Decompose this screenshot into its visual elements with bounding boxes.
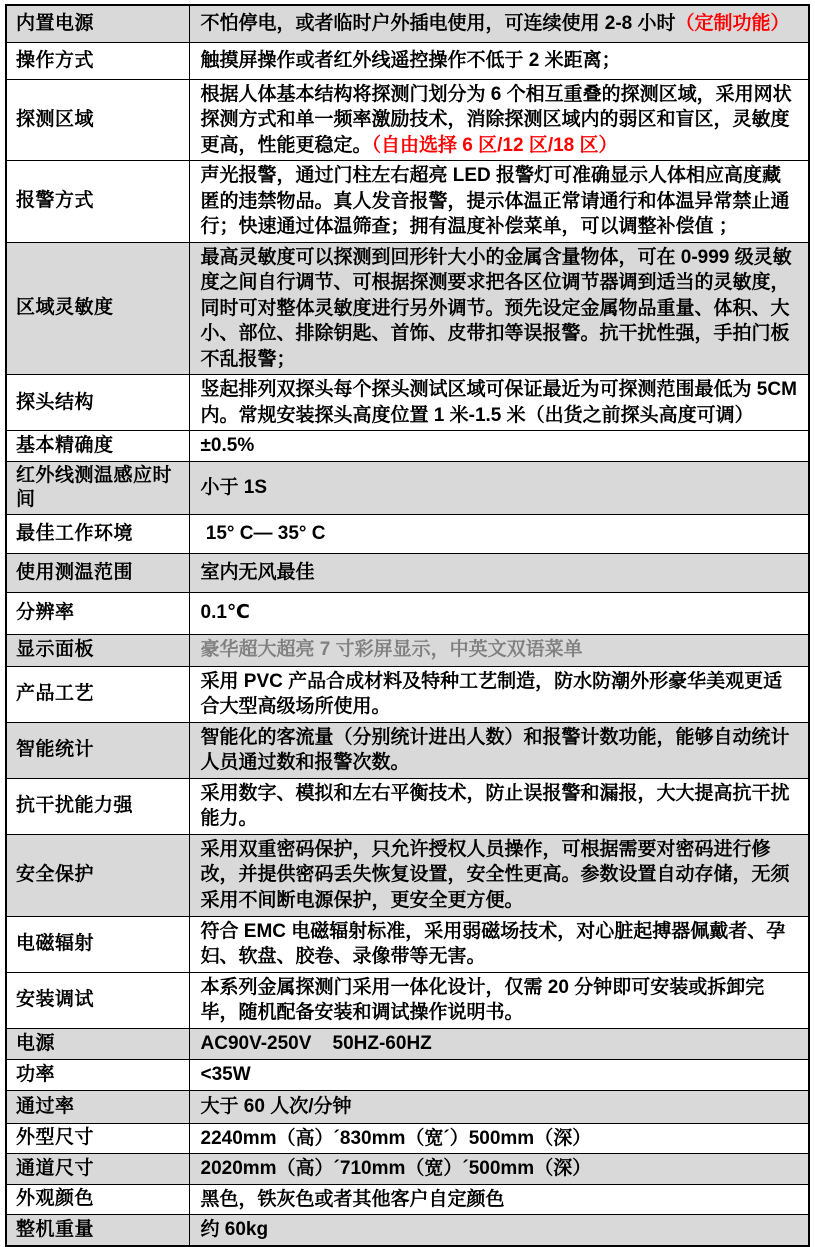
spec-label: 红外线测温感应时间: [6, 461, 189, 514]
table-row: [6, 5, 809, 42]
spec-value-text: 采用 PVC 产品合成材料及特种工艺制造，防水防潮外形豪华美观更适合大型高级场所使用。: [200, 670, 783, 717]
table-row: [6, 916, 809, 972]
spec-label: 外观颜色: [6, 1184, 189, 1215]
spec-value: [189, 916, 809, 972]
table-row: [6, 1028, 809, 1059]
spec-label: 基本精确度: [6, 431, 189, 462]
spec-label: 通过率: [6, 1090, 189, 1123]
spec-label: 探测区域: [6, 79, 189, 161]
spec-value-text: 2020mm（高）´710mm（宽）´500mm（深）: [200, 1158, 592, 1179]
spec-label: 使用测温范围: [6, 553, 189, 592]
spec-value: [189, 1059, 809, 1090]
spec-value-text: 不怕停电，或者临时户外插电使用，可连续使用 2-8 小时: [200, 13, 676, 34]
spec-value: [189, 1215, 809, 1246]
spec-value-text: 小于 1S: [200, 476, 268, 498]
spec-value: [189, 1154, 809, 1185]
table-row: [6, 431, 809, 462]
table-row: [6, 972, 809, 1028]
spec-value: [189, 834, 809, 916]
spec-value-text: 0.1℃: [200, 602, 250, 624]
spec-value-text: 根据人体基本结构将探测门划分为 6 个相互重叠的探测区域，采用网状探测方式和单一频率激励技术，消除探测区域内的弱区和盲区，灵敏度更高，性能更稳定。: [200, 83, 792, 156]
table-row: [6, 42, 809, 79]
spec-label: 操作方式: [6, 42, 189, 79]
spec-label: 内置电源: [6, 5, 189, 42]
spec-value-text: 黑色，铁灰色或者其他客户自定颜色: [200, 1188, 505, 1210]
spec-value-text: 采用双重密码保护，只允许授权人员操作，可根据需要对密码进行修改，并提供密码丢失恢复设置，安全性更高。参数设置自动存储，无须采用不间断电源保护，更安全更方便。: [200, 838, 790, 911]
spec-value: [189, 1090, 809, 1123]
spec-label: 智能统计: [6, 722, 189, 778]
spec-value: [189, 1028, 809, 1059]
spec-value-text: 竖起排列双探头每个探头测试区域可保证最近为可探测范围最低为 5CM 内。常规安装探头高度位置 1 米-1.5 米（出货之前探头高度可调）: [200, 379, 803, 426]
table-row: [6, 1059, 809, 1090]
spec-value-text: 2240mm（高）´830mm（宽´）500mm（深）: [200, 1127, 592, 1149]
spec-value: [189, 161, 809, 243]
spec-value: [189, 1184, 809, 1215]
spec-value: [189, 79, 809, 161]
spec-value-text: 采用数字、模拟和左右平衡技术，防止误报警和漏报，大大提高抗干扰能力。: [200, 782, 790, 829]
spec-label: 区域灵敏度: [6, 242, 189, 375]
spec-value: [189, 634, 809, 666]
spec-label: 电磁辐射: [6, 916, 189, 972]
spec-value-text: 豪华超大超亮 7 寸彩屏显示，中英文双语菜单: [200, 639, 583, 661]
spec-label: 抗干扰能力强: [6, 778, 189, 834]
spec-label: 报警方式: [6, 161, 189, 243]
table-row: [6, 79, 809, 161]
spec-value-text: 符合 EMC 电磁辐射标准，采用弱磁场技术，对心脏起搏器佩戴者、孕妇、软盘、胶卷、录像带等无害。: [200, 920, 786, 967]
spec-label: 分辨率: [6, 592, 189, 634]
spec-value-text: 15° C— 35° C: [200, 522, 326, 544]
spec-label: 安装调试: [6, 972, 189, 1028]
spec-value-highlight: （定制功能）: [675, 13, 790, 34]
spec-value: [189, 5, 809, 42]
table-row: [6, 553, 809, 592]
spec-value-text: 最高灵敏度可以探测到回形针大小的金属含量物体，可在 0-999 级灵敏度之间自行调节、可根据探测要求把各区位调节器调到适当的灵敏度，同时可对整体灵敏度进行另外调节。预先设定金属物品重量、体积、大小、部位、排除钥匙、首饰、皮带扣等误报警。抗干扰性强，手拍门板不乱报警；: [200, 246, 792, 370]
spec-value: [189, 431, 809, 462]
spec-value-text: <35W: [200, 1063, 251, 1085]
spec-value-text: 大于 60 人次/分钟: [200, 1095, 352, 1117]
spec-value: [189, 553, 809, 592]
spec-label: 显示面板: [6, 634, 189, 666]
table-row: [6, 834, 809, 916]
spec-value: [189, 42, 809, 79]
spec-label: 整机重量: [6, 1215, 189, 1246]
spec-label: 电源: [6, 1028, 189, 1059]
table-row: [6, 592, 809, 634]
table-row: [6, 1215, 809, 1246]
table-row: [6, 161, 809, 243]
spec-table: [5, 4, 810, 1247]
table-row: [6, 514, 809, 553]
spec-label: 最佳工作环境: [6, 514, 189, 553]
spec-label: 功率: [6, 1059, 189, 1090]
spec-value: [189, 461, 809, 514]
spec-value-text: 智能化的客流量（分别统计进出人数）和报警计数功能，能够自动统计人员通过数和报警次数。: [200, 726, 790, 773]
spec-value: [189, 375, 809, 431]
spec-value-text: 室内无风最佳: [200, 561, 315, 583]
spec-table-body: [6, 5, 809, 1246]
spec-value: [189, 592, 809, 634]
spec-value: [189, 778, 809, 834]
spec-value: [189, 722, 809, 778]
spec-value: [189, 242, 809, 375]
table-row: [6, 634, 809, 666]
table-row: [6, 1090, 809, 1123]
spec-value: [189, 1123, 809, 1154]
spec-label: 安全保护: [6, 834, 189, 916]
spec-label: 产品工艺: [6, 666, 189, 722]
spec-value-text: 本系列金属探测门采用一体化设计，仅需 20 分钟即可安装或拆卸完毕，随机配备安装和调试操作说明书。: [200, 976, 765, 1023]
spec-value-text: 约 60kg: [200, 1219, 269, 1240]
table-row: [6, 375, 809, 431]
spec-value-text: ±0.5%: [200, 435, 255, 456]
spec-value: [189, 666, 809, 722]
table-row: [6, 1154, 809, 1185]
spec-value-text: 声光报警，通过门柱左右超亮 LED 报警灯可准确显示人体相应高度藏匿的违禁物品。真人发音报警，提示体温正常请通行和体温异常禁止通行；快速通过体温筛查；拥有温度补偿菜单，可以调整补偿值 ；: [200, 165, 790, 237]
spec-value: [189, 514, 809, 553]
table-row: [6, 461, 809, 514]
table-row: [6, 1184, 809, 1215]
table-row: [6, 242, 809, 375]
table-row: [6, 666, 809, 722]
table-row: [6, 778, 809, 834]
table-row: [6, 1123, 809, 1154]
spec-value-highlight: （自由选择 6 区/12 区/18 区）: [371, 134, 618, 156]
spec-label: 探头结构: [6, 375, 189, 431]
spec-value-text: AC90V-250V 50HZ-60HZ: [200, 1032, 432, 1054]
table-row: [6, 722, 809, 778]
spec-label: 通道尺寸: [6, 1154, 189, 1185]
spec-value-text: 触摸屏操作或者红外线遥控操作不低于 2 米距离；: [200, 49, 621, 71]
spec-value: [189, 972, 809, 1028]
spec-label: 外型尺寸: [6, 1123, 189, 1154]
